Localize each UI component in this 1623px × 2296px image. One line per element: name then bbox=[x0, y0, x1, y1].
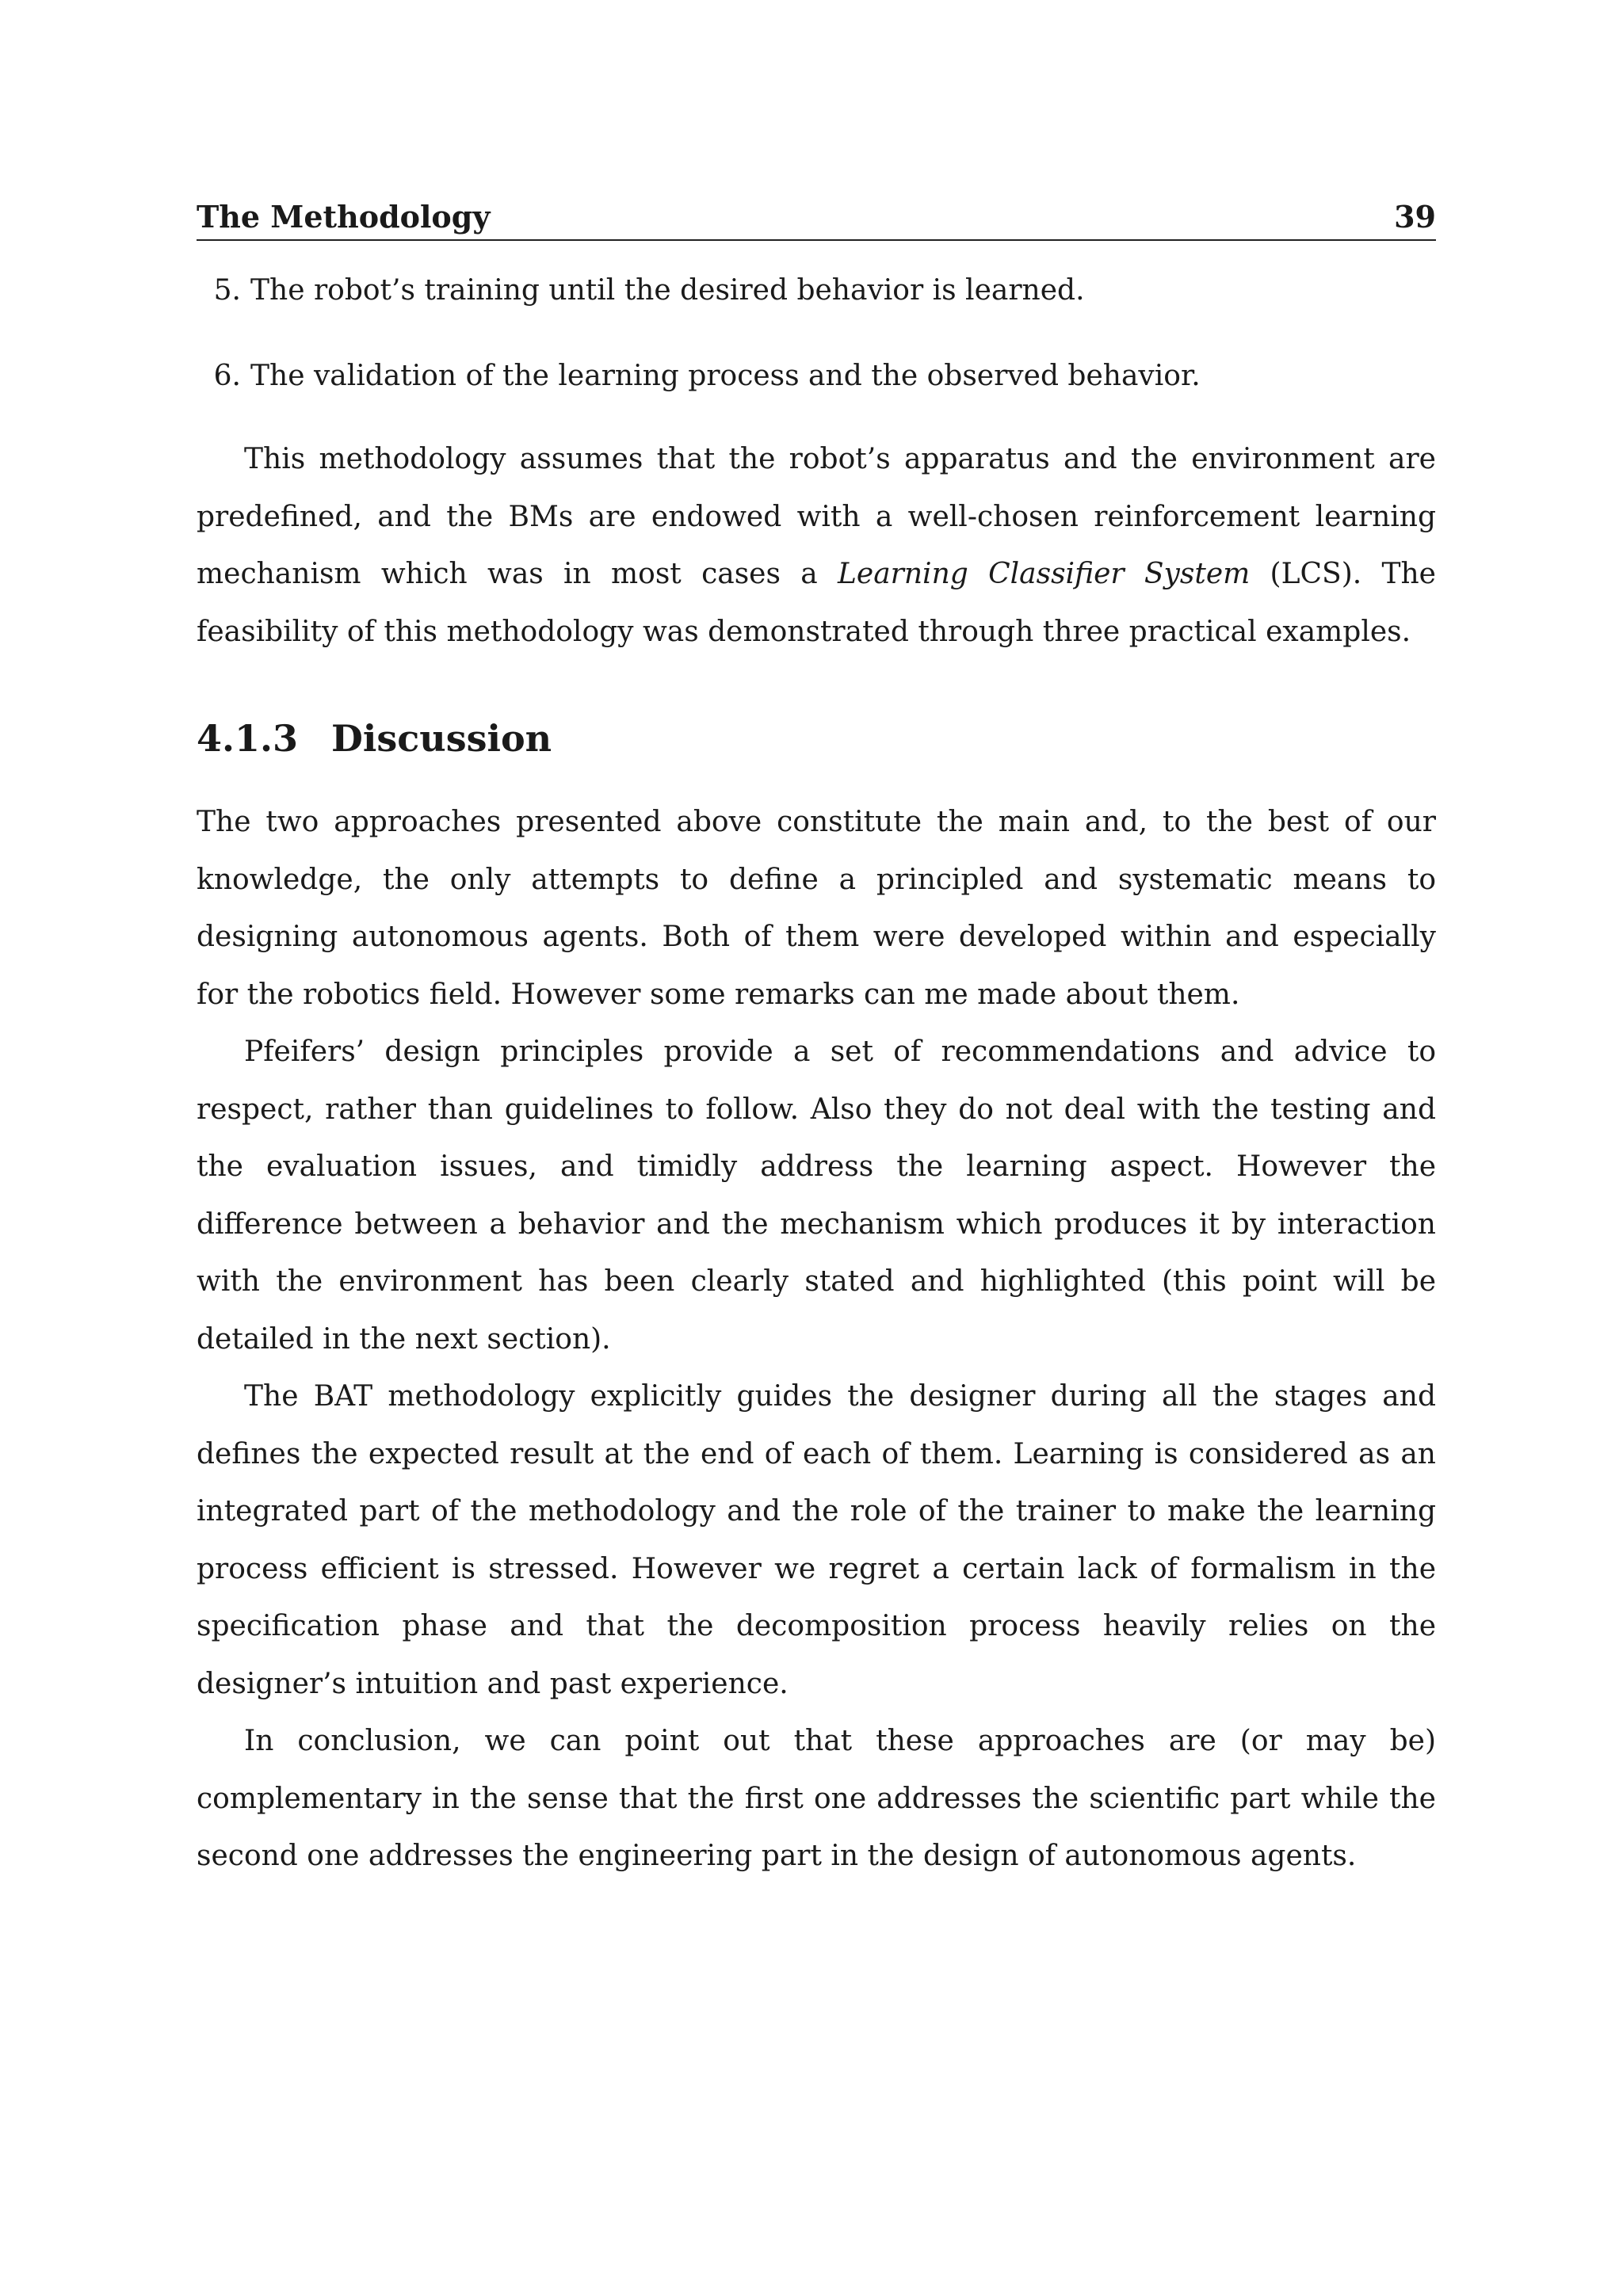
running-header bbox=[197, 200, 1436, 241]
list-item bbox=[197, 357, 1436, 396]
intro-italic-term: Learning Classifier System bbox=[837, 558, 1251, 590]
section-heading bbox=[197, 715, 1436, 762]
list-item bbox=[197, 271, 1436, 311]
body-paragraph: The BAT methodology explicitly guides the designer during all the stages and defines the expected result at the end of each of them. Learning is considered as an integrated part of the methodology and the role of the trainer to make the learning process efficient is stressed. However we regret a certain lack of formalism in the specification phase and that the decomposition process heavily relies on the designer’s intuition and past experience. bbox=[197, 1380, 1436, 1700]
section-title: Discussion bbox=[331, 717, 552, 760]
intro-text-end: (LCS). The feasibility of this methodology was demonstrated through three practical examples. bbox=[197, 558, 1436, 648]
intro-paragraph bbox=[197, 431, 1436, 661]
list-item-text: The robot’s training until the desired behavior is learned. bbox=[250, 274, 1085, 307]
list-item-number: 5. bbox=[213, 274, 241, 307]
body-paragraph: The two approaches presented above constitute the main and, to the best of our knowledge, the only attempts to define a principled and systematic means to designing autonomous agents. Both of them were developed within and especially for the robotics field. However some remarks can me made about them. bbox=[197, 806, 1436, 1011]
numbered-list bbox=[197, 271, 1436, 396]
list-item-number: 6. bbox=[213, 360, 241, 392]
body-paragraph: In conclusion, we can point out that these approaches are (or may be) complementary in the sense that the first one addresses the scientific part while the second one addresses the engineering part in the design of autonomous agents. bbox=[197, 1725, 1436, 1872]
body-paragraph: Pfeifers’ design principles provide a set of recommendations and advice to respect, rather than guidelines to follow. Also they do not deal with the testing and the evaluation issues, and timidly address the learning aspect. However the difference between a behavior and the mechanism which produces it by interaction with the environment has been clearly stated and highlighted (this point will be detailed in the next section). bbox=[197, 1035, 1436, 1356]
page-number: 39 bbox=[1394, 199, 1436, 235]
intro-text-start: This methodology assumes that the robot’s apparatus and the environment are predefined, and the BMs are endowed with a well-chosen reinforcement learning mechanism which was in most cases a bbox=[197, 443, 1436, 590]
document-page bbox=[197, 200, 1436, 1886]
list-item-text: The validation of the learning process and the observed behavior. bbox=[250, 360, 1201, 392]
running-header-title: The Methodology bbox=[197, 199, 491, 235]
section-number: 4.1.3 bbox=[197, 717, 299, 760]
